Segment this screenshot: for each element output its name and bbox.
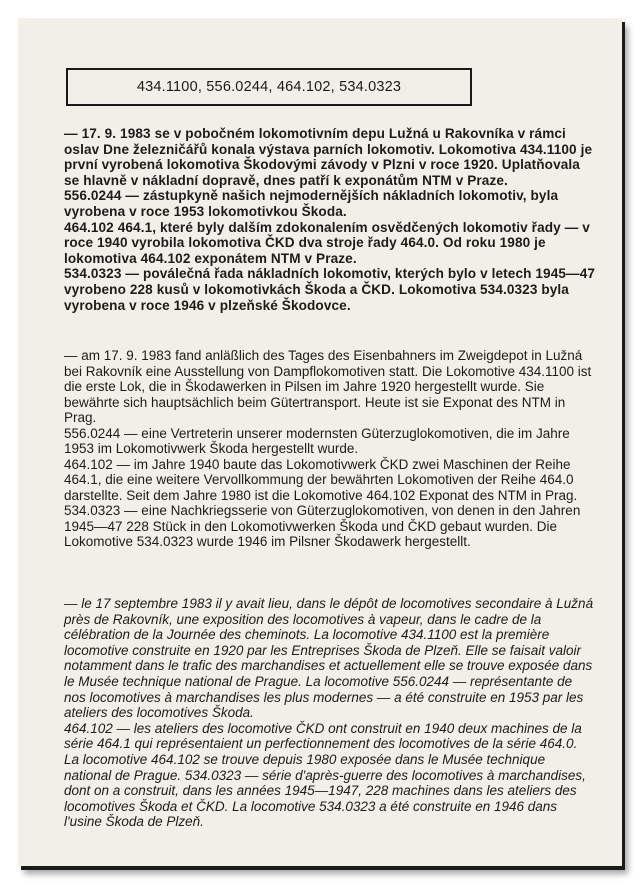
french-paragraph-intro: — le 17 septembre 1983 il y avait lieu, dans le dépôt de locomotives secondaire à Lužná près de Rakovník, une exposition des locomotives à vapeur, dans le cadre de la célébration de la Journée des cheminots. La locomotive 434.1100 est la première locomotive construite en 1920 par les Entreprises Škoda de Plzeň. Elle se faisait valoir notamment dans le trafic des marchandises et actuellement elle se trouve exposée dans le Musée technique national de Prague. La locomotive 556.0244 — représentante de nos locomotives à marchandises les plus modernes — a été construite en 1953 par les ateliers des locomotives Škoda. (64, 596, 594, 721)
czech-text-section (64, 126, 596, 313)
czech-paragraph-534: 534.0323 — poválečná řada nákladních lokomotiv, kterých bylo v letech 1945—47 vyrobeno 228 kusů v lokomotivkách Škoda a ČKD. Lokomotiva 534.0323 byla vyrobena v roce 1946 v plzeňské Škodovce. (64, 266, 596, 313)
czech-paragraph-556: 556.0244 — zástupkyně našich nejmodernějších nákladních lokomotiv, byla vyrobena v roce 1953 lokomotivkou Škoda. (64, 188, 559, 219)
czech-paragraph-intro: — 17. 9. 1983 se v pobočném lokomotivním depu Lužná u Rakovníka v rámci oslav Dne železničářů konala výstava parních lokomotiv. Lokomotiva 434.1100 je první vyrobená lokomotiva Škodovými závody v Plzni v roce 1920. Uplatňovala se hlavně v nákladní dopravě, dnes patří k exponátům NTM v Praze. (64, 126, 593, 188)
french-paragraph-464-534: 464.102 — les ateliers des locomotive ČKD ont construit en 1940 deux machines de la série 464.1 qui représentaient un perfectionnement des locomotives de la série 464.0. La locomotive 464.102 se trouve depuis 1980 exposée dans le Musée technique national de Prague. 534.0323 — série d'après-guerre des locomotives à marchandises, dont on a construit, dans les années 1945—1947, 228 machines dans les ateliers des locomotives Škoda et ČKD. La locomotive 534.0323 a été construite en 1946 dans l'usine Škoda de Plzeň. (64, 720, 586, 830)
german-paragraph-534: 534.0323 — eine Nachkriegsserie von Güterzuglokomotiven, von denen in den Jahren 1945—47 228 Stück in den Lokomotivwerken Škoda und ČKD gebaut wurden. Die Lokomotive 534.0323 wurde 1946 im Pilsner Škodawerk hergestellt. (64, 503, 581, 549)
postcard-back (18, 18, 622, 866)
locomotive-numbers-box (66, 68, 472, 106)
german-text-section (64, 348, 596, 550)
french-text-section (64, 596, 596, 830)
czech-paragraph-464: 464.102 464.1, které byly dalším zdokonalením osvědčených lokomotiv řady — v roce 1940 vyrobila lokomotiva ČKD dva stroje řady 464.0. Od roku 1980 je lokomotiva 464.102 exponátem NTM v Praze. (64, 219, 590, 266)
german-paragraph-intro: — am 17. 9. 1983 fand anläßlich des Tages des Eisenbahners im Zweigdepot in Lužná bei Rakovník eine Ausstellung von Dampflokomotiven statt. Die Lokomotive 434.1100 ist die erste Lok, die in Škodawerken in Pilsen im Jahre 1920 hergestellt wurde. Sie bewährte sich hauptsächlich beim Gütertransport. Heute ist sie Exponat des NTM in Prag. (64, 348, 592, 425)
german-paragraph-556: 556.0244 — eine Vertreterin unserer modernsten Güterzuglokomotiven, die im Jahre 1953 im Lokomotivwerk Škoda hergestellt wurde. (64, 425, 570, 456)
locomotive-numbers-title: 434.1100, 556.0244, 464.102, 534.0323 (136, 79, 402, 95)
german-paragraph-464: 464.102 — im Jahre 1940 baute das Lokomotivwerk ČKD zwei Maschinen der Reihe 464.1, die eine weitere Vervollkommung der bewährten Lokomotiven der Reihe 464.0 darstellte. Seit dem Jahre 1980 ist die Lokomotive 464.102 Exponat des NTM in Prag. (64, 456, 578, 503)
